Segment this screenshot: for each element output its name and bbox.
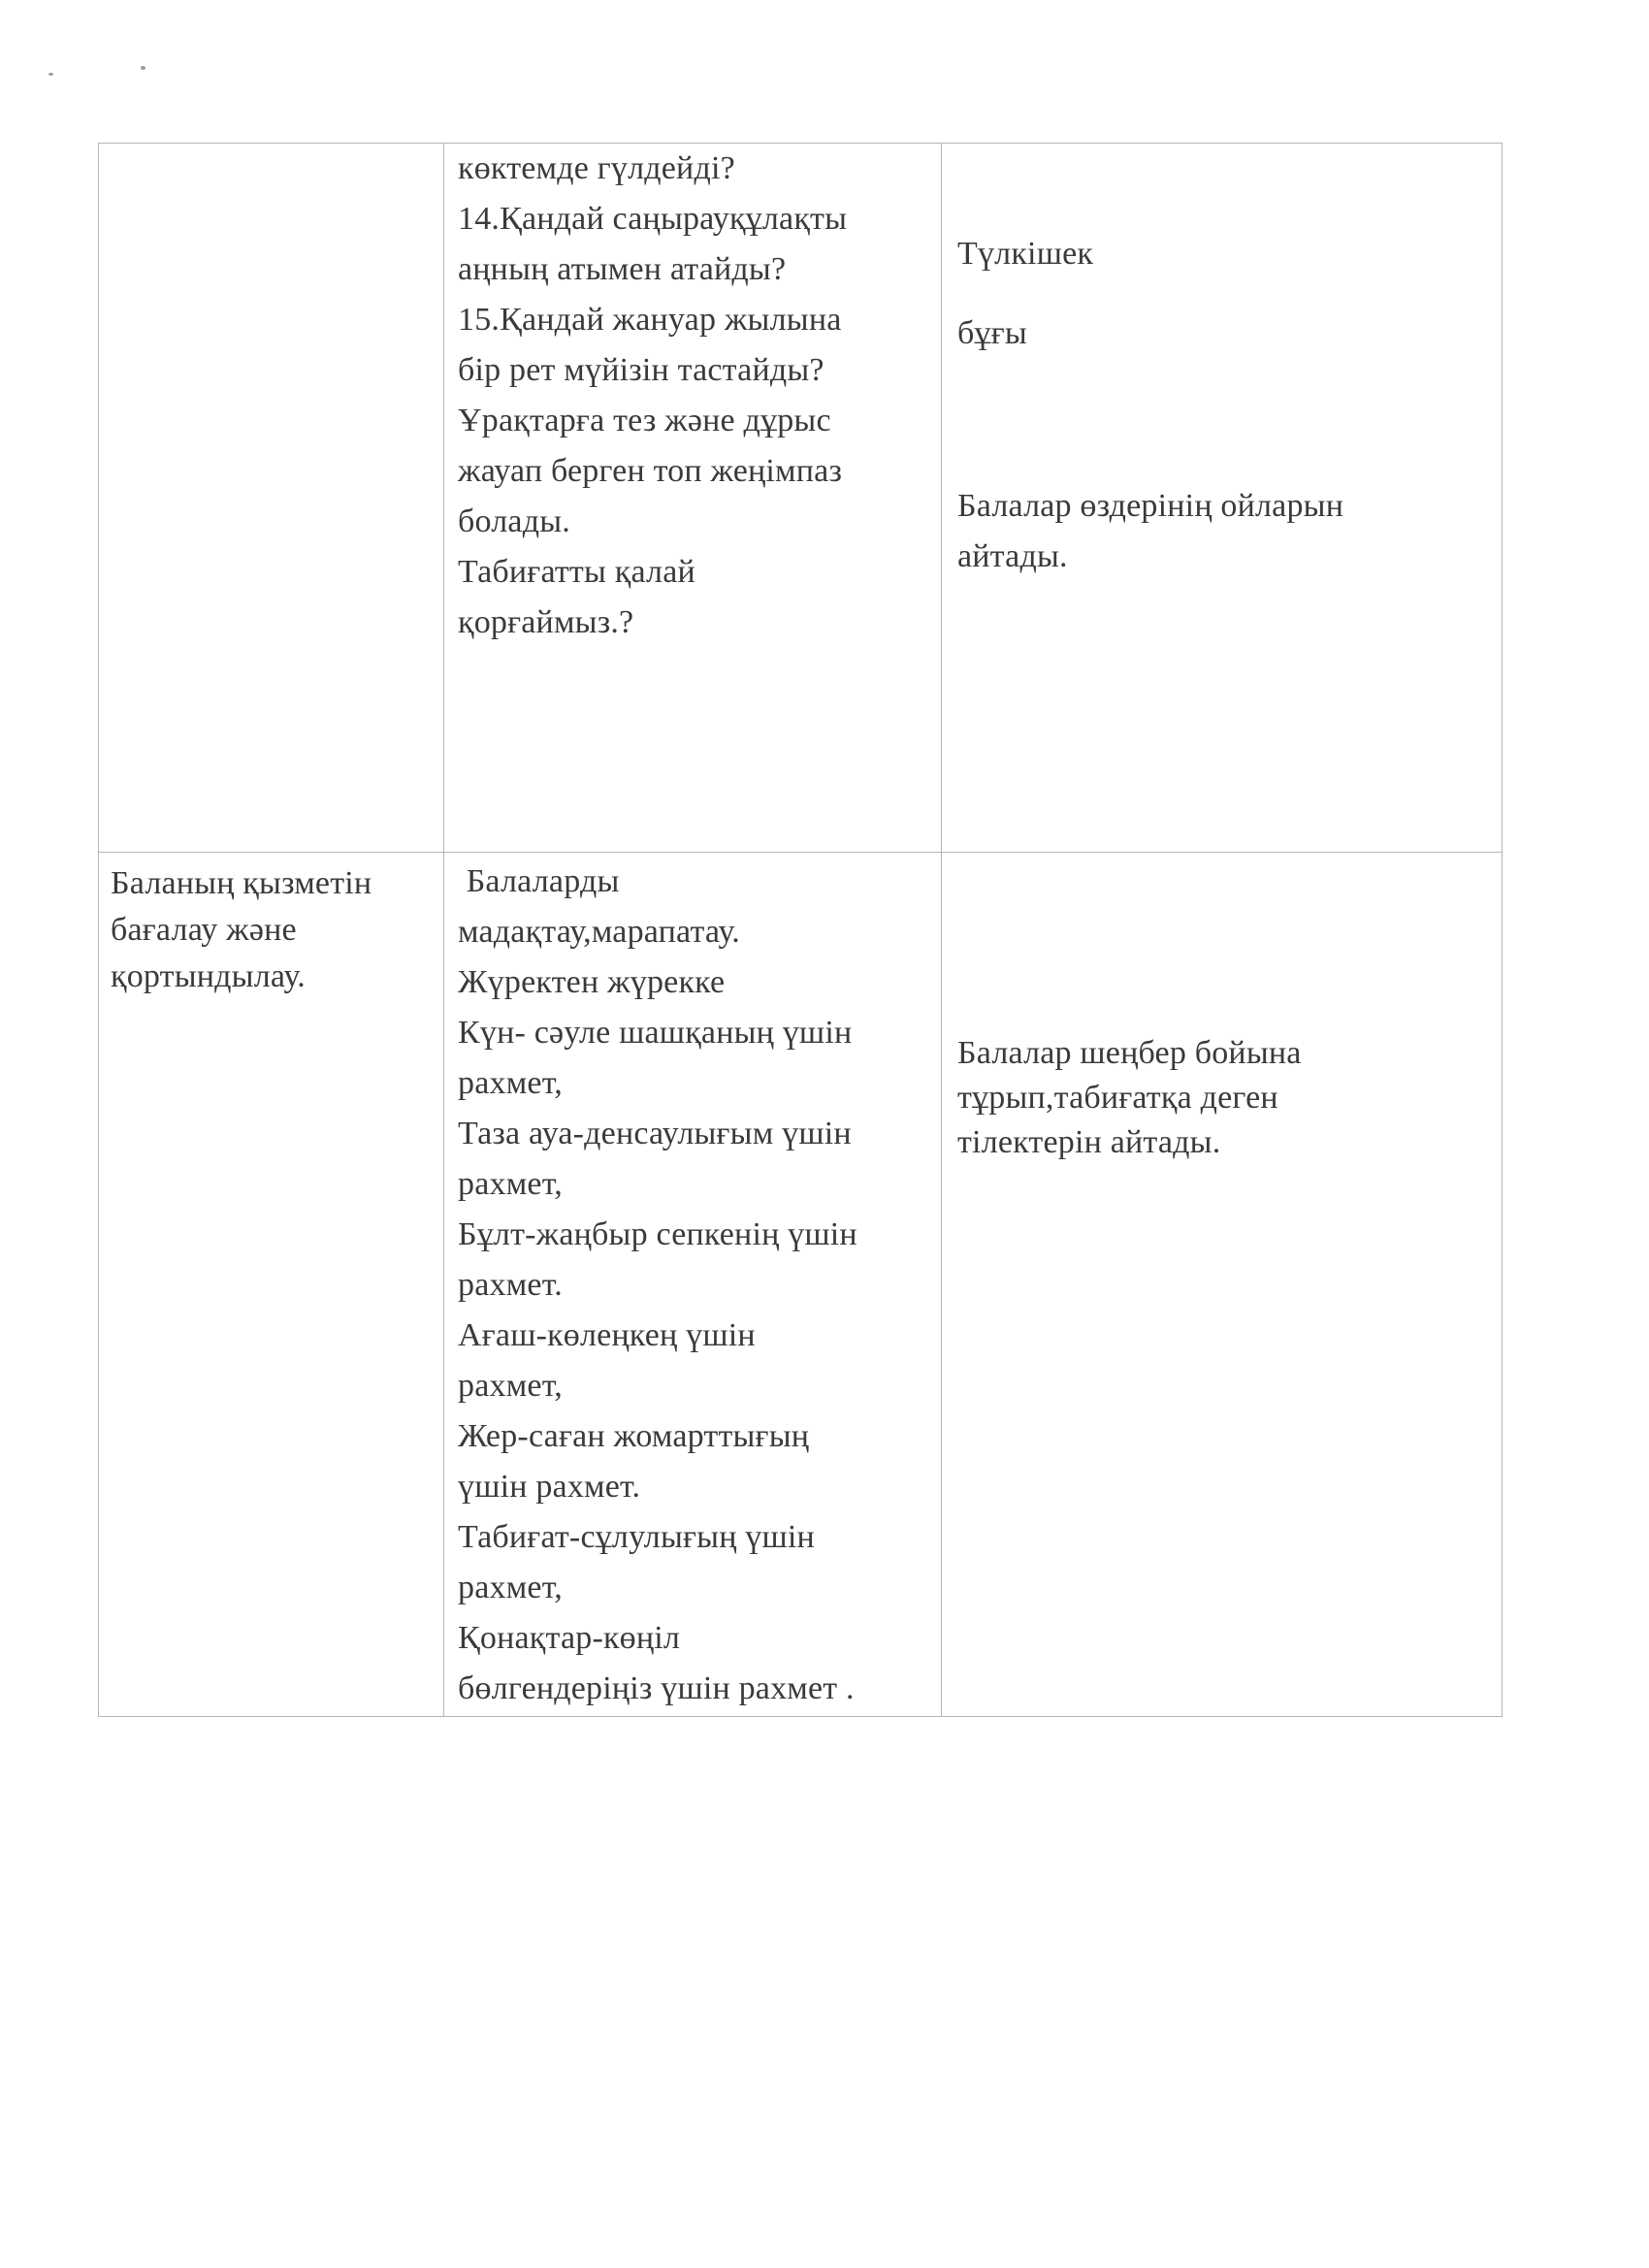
text-line: Күн- сәуле шашқаның үшін bbox=[458, 1015, 853, 1051]
children-activity-cell bbox=[942, 144, 1503, 853]
text-line: мадақтау,марапатау. bbox=[458, 914, 740, 950]
children-activity-text bbox=[942, 853, 1502, 1165]
text-line: Жүректен жүрекке bbox=[458, 964, 726, 1000]
text-line: айтады. bbox=[957, 538, 1068, 574]
text-line: аңның атымен атайды? bbox=[458, 251, 787, 287]
text-line: Ағаш-көлеңкең үшін bbox=[458, 1317, 756, 1353]
lesson-plan-table bbox=[98, 143, 1503, 1717]
text-line: бағалау және bbox=[111, 912, 297, 948]
stage-cell bbox=[99, 144, 444, 853]
text-line: рахмет, bbox=[458, 1166, 563, 1202]
text-line: Балаларды bbox=[458, 863, 620, 899]
text-line: Ұрақтарға тез және дұрыс bbox=[458, 403, 831, 438]
text-line: рахмет, bbox=[458, 1368, 563, 1404]
teacher-activity-text bbox=[444, 144, 941, 648]
text-line: бөлгендеріңіз үшін рахмет . bbox=[458, 1670, 855, 1706]
answer-line: бұғы bbox=[957, 315, 1027, 351]
text-line: тұрып,табиғатқа деген bbox=[957, 1080, 1278, 1116]
answer-line: Түлкішек bbox=[957, 236, 1094, 272]
text-line: Табиғатты қалай bbox=[458, 554, 695, 590]
text-line: көктемде гүлдейді? bbox=[458, 150, 735, 186]
text-line: қорғаймыз.? bbox=[458, 604, 634, 640]
text-line: рахмет, bbox=[458, 1570, 563, 1605]
text-line: Жер-саған жомарттығың bbox=[458, 1418, 810, 1454]
text-line: Баланың қызметін bbox=[111, 865, 372, 901]
children-activity-cell bbox=[942, 853, 1503, 1717]
text-line: рахмет, bbox=[458, 1065, 563, 1101]
text-line: қортындылау. bbox=[111, 958, 306, 994]
teacher-activity-cell bbox=[444, 144, 942, 853]
text-line: рахмет. bbox=[458, 1267, 563, 1303]
text-line: үшін рахмет. bbox=[458, 1469, 641, 1505]
table-row bbox=[99, 144, 1503, 853]
text-line: Балалар өздерінің ойларын bbox=[957, 488, 1344, 524]
stage-text bbox=[99, 853, 443, 1000]
stage-cell bbox=[99, 853, 444, 1717]
text-line: бір рет мүйізін тастайды? bbox=[458, 352, 824, 388]
text-line: жауап берген топ жеңімпаз bbox=[458, 453, 843, 489]
text-line: Қонақтар-көңіл bbox=[458, 1620, 681, 1656]
text-line: болады. bbox=[458, 503, 570, 539]
text-line: Табиғат-сұлулығың үшін bbox=[458, 1519, 815, 1555]
children-activity-text bbox=[942, 144, 1502, 582]
text-line: Бұлт-жаңбыр сепкенің үшін bbox=[458, 1216, 857, 1252]
text-line: 14.Қандай саңырауқұлақты bbox=[458, 201, 848, 237]
scan-speck bbox=[48, 73, 53, 76]
teacher-activity-text bbox=[444, 853, 941, 1714]
stage-text bbox=[99, 144, 443, 151]
text-line: Балалар шеңбер бойына bbox=[957, 1035, 1302, 1071]
text-line: 15.Қандай жануар жылына bbox=[458, 302, 842, 338]
teacher-activity-cell bbox=[444, 853, 942, 1717]
text-line: тілектерін айтады. bbox=[957, 1124, 1221, 1160]
text-line: Таза ауа-денсаулығым үшін bbox=[458, 1116, 852, 1151]
table-row bbox=[99, 853, 1503, 1717]
scan-speck bbox=[141, 66, 146, 70]
